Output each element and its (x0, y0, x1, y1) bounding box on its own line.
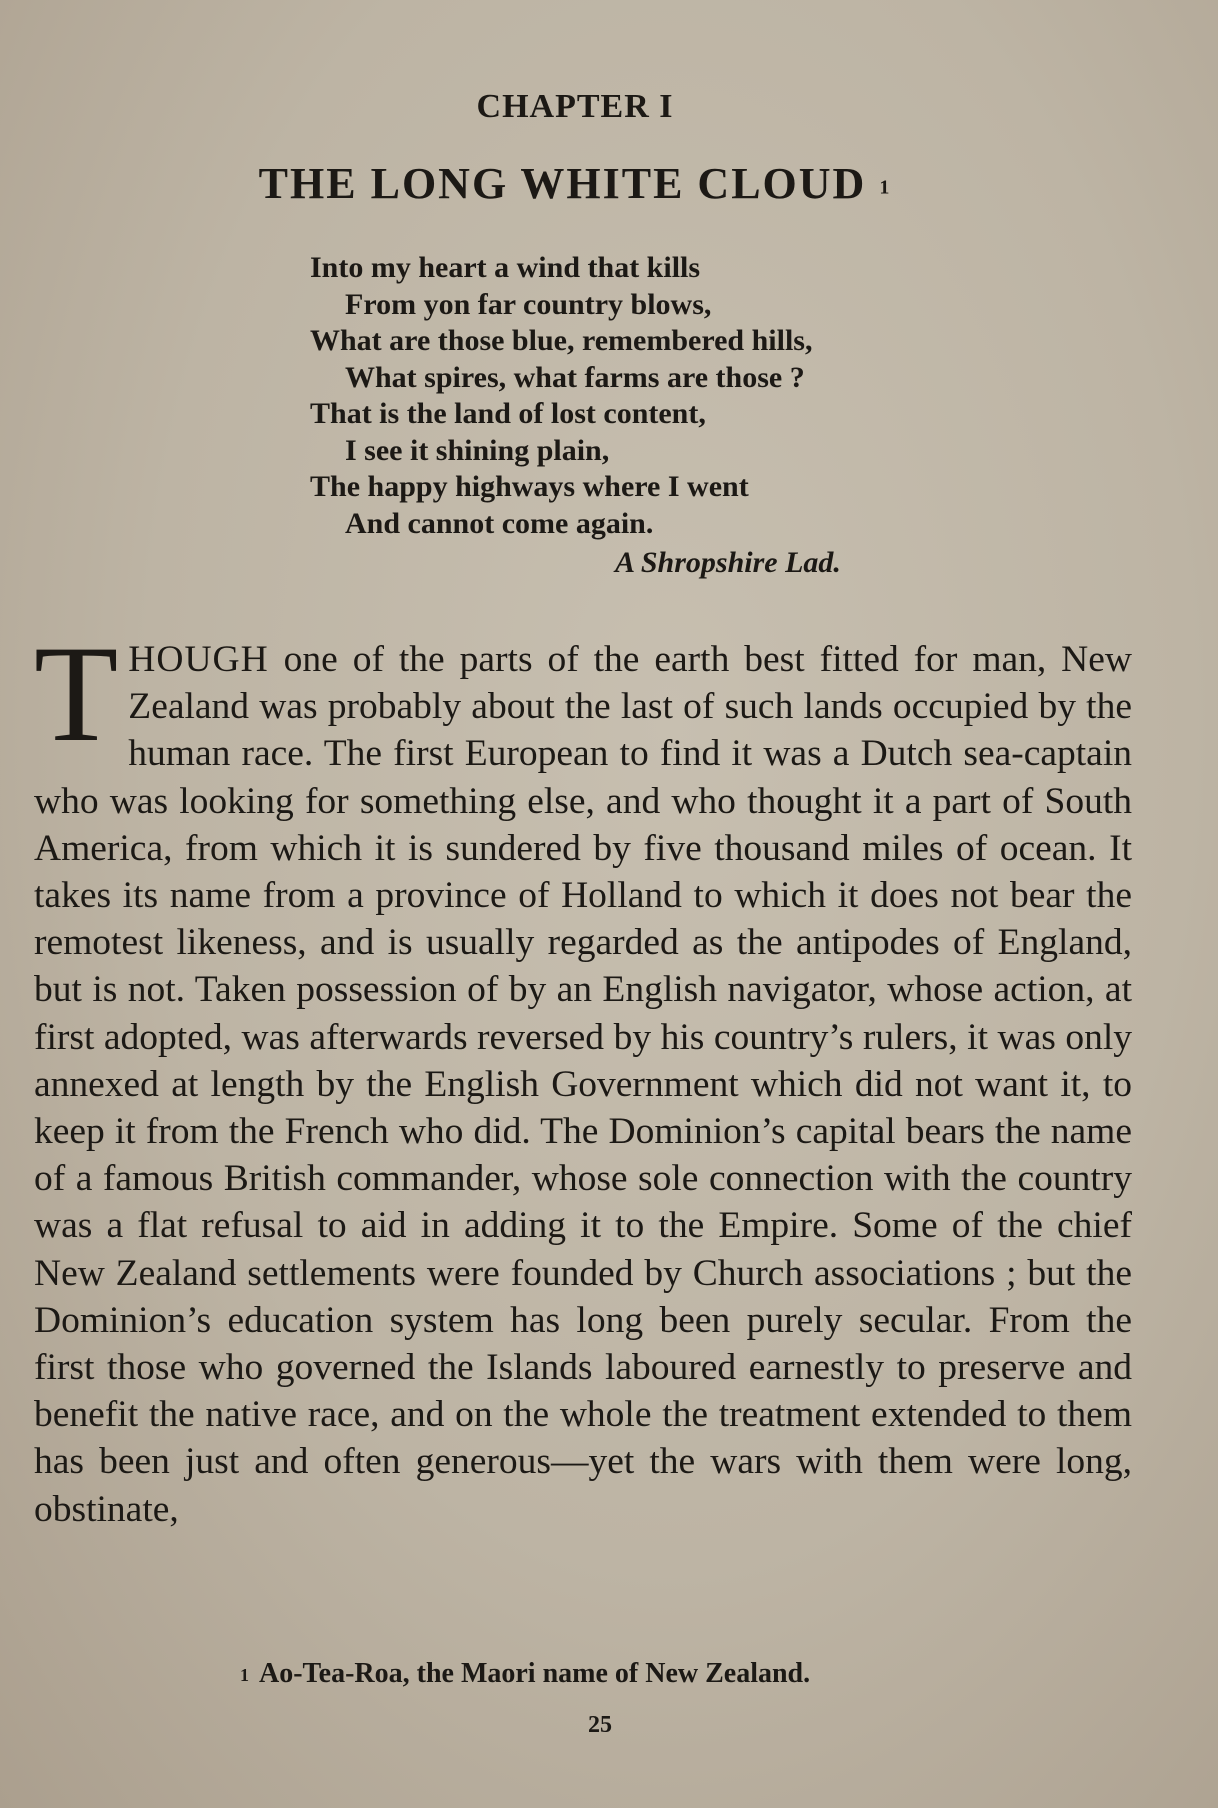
drop-cap: T (34, 617, 119, 770)
poem-line: I see it shining plain, (345, 433, 610, 467)
chapter-title (0, 158, 1150, 209)
poem-line: And cannot come again. (345, 506, 654, 540)
footnote-mark: 1 (240, 1665, 249, 1686)
title-footnote-mark: 1 (879, 176, 892, 199)
poem-line: The happy highways where I went (310, 470, 749, 503)
page-number: 25 (588, 1712, 612, 1738)
poem-line: From yon far country blows, (345, 287, 712, 321)
epigraph-poem (310, 250, 910, 542)
chapter-title-text: THE LONG WHITE CLOUD (258, 159, 867, 208)
footnote (240, 1658, 810, 1690)
chapter-label: CHAPTER I (476, 88, 674, 125)
poem-line: Into my heart a wind that kills (310, 251, 701, 284)
body-paragraph (34, 617, 1132, 1533)
poem-line: What spires, what farms are those ? (345, 360, 805, 394)
poem-line: That is the land of lost content, (310, 397, 706, 430)
poem-line: What are those blue, remembered hills, (310, 324, 813, 357)
paragraph-text: one of the parts of the earth best fitted for man, New Zealand was probably about the last of such lands occupied by the human race. The first European to find it was a Dutch sea-captain who was looking for something else, and who thought it a part of South America, from which it is sundered by five thousand miles of ocean. It takes its name from a province of Holland to which it does not bear the remotest likeness, and is usually regarded as the antipodes of England, but is not. Taken possession of by an English navigator, whose action, at first adopted, was afterwards reversed by his country’s rulers, it was only annexed at length by the English Government which did not want it, to keep it from the French who did. The Dominion’s capital bears the name of a famous British commander, whose sole connection with the country was a flat refusal to aid in adding it to the Empire. Some of the chief New Zealand settlements were founded by Church associations ; but the Dominion’s education system has long been purely secular. From the first those who governed the Islands laboured earnestly to preserve and benefit the native race, and on the whole the treatment extended to them has been just and often generous—yet the wars with them were long, obstinate, (34, 639, 1132, 1530)
footnote-text: Ao-Tea-Roa, the Maori name of New Zealand. (259, 1658, 811, 1689)
epigraph-attribution: A Shropshire Lad. (615, 546, 841, 579)
first-word: HOUGH (128, 639, 269, 680)
